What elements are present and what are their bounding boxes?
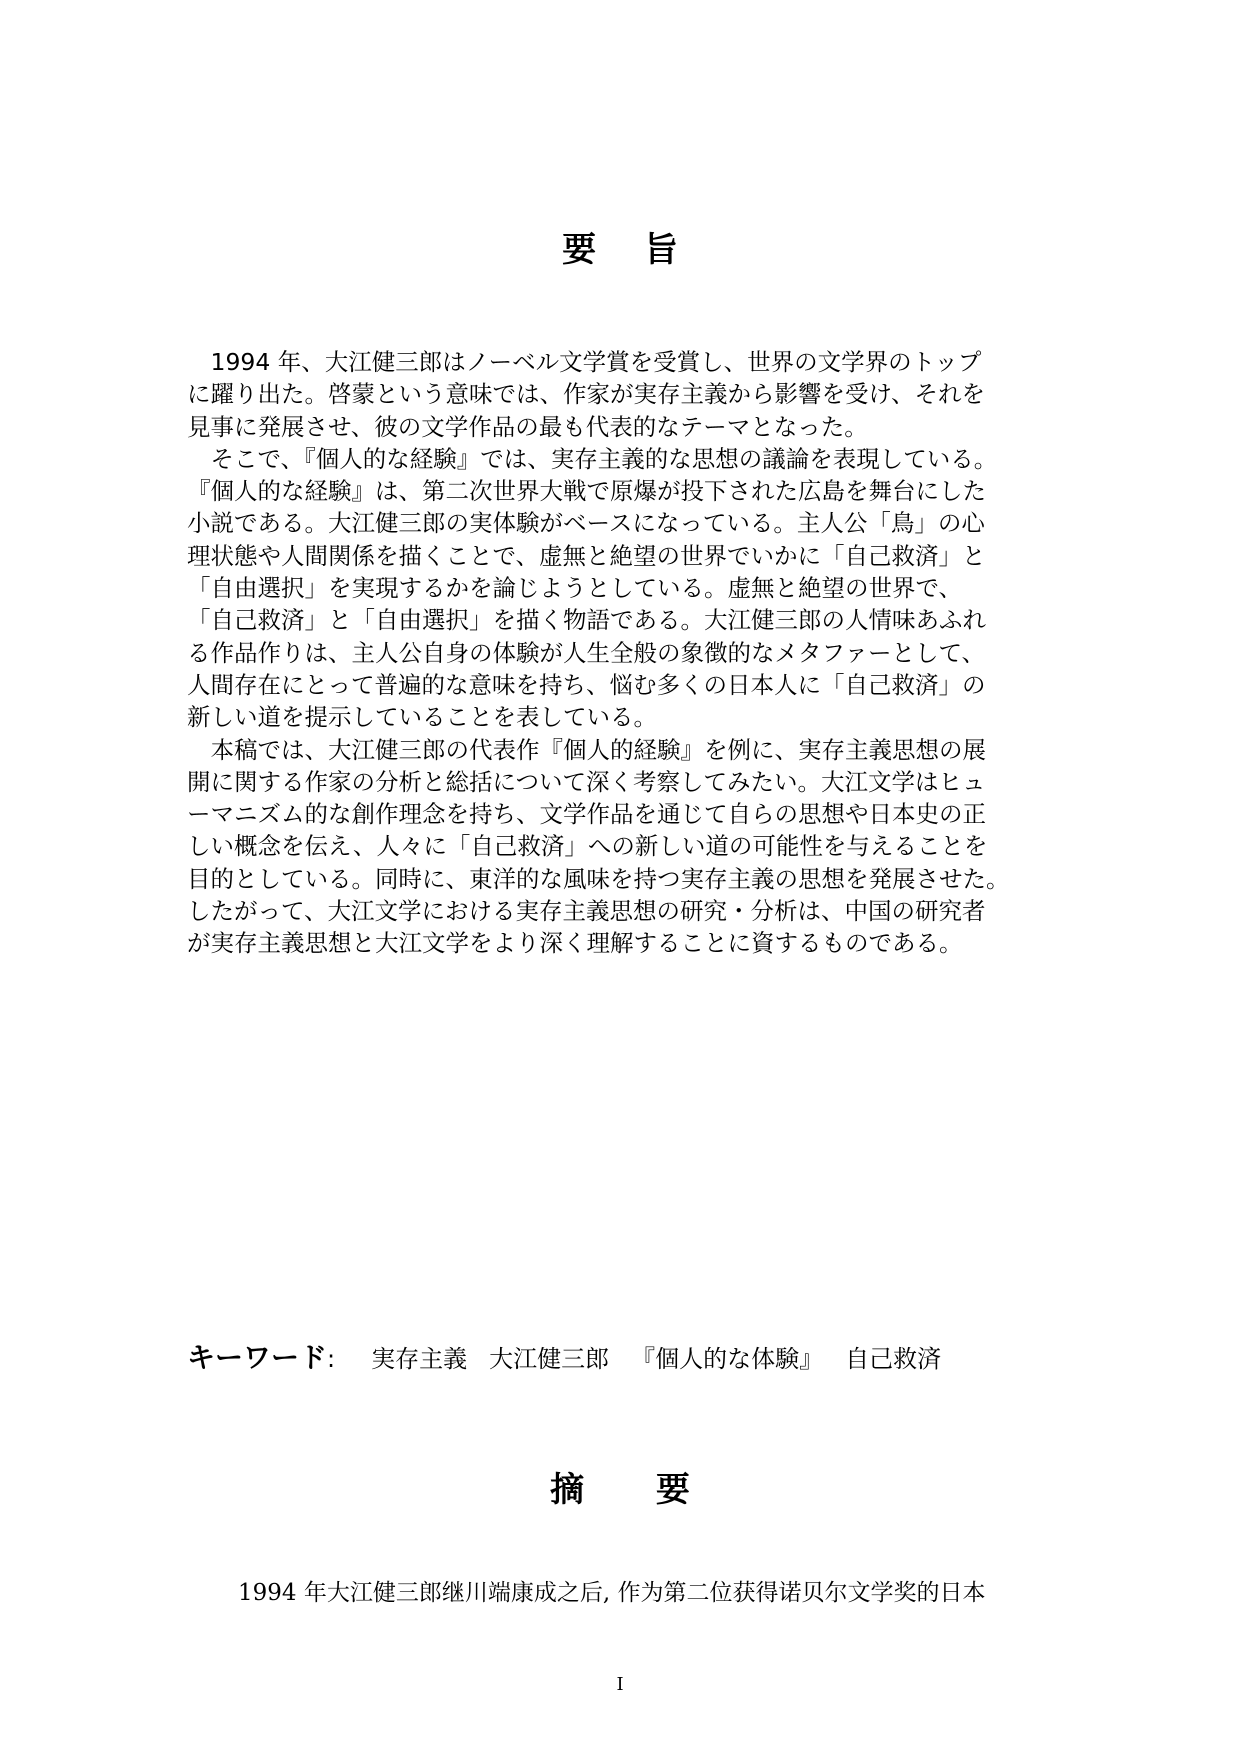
page-number: I [616, 1674, 624, 1695]
abstract-line: る作品作りは、主人公自身の体験が人生全般の象徴的なメタファーとして、 [187, 638, 986, 667]
abstract-line: 「自由選択」を実現するかを論じようとしている。虚無と絶望の世界で、 [187, 574, 963, 603]
keyword-item: 大江健三郎 [489, 1345, 610, 1373]
keywords-colon: : [327, 1345, 336, 1373]
chinese-abstract-first-line: 1994 年大江健三郎继川端康成之后, 作为第二位获得诺贝尔文学奖的日本 [238, 1580, 986, 1606]
abstract-line: ーマニズム的な創作理念を持ち、文学作品を通じて自らの思想や日本史の正 [187, 800, 986, 829]
abstract-line: しい概念を伝え、人々に「自己救済」への新しい道の可能性を与えることを [187, 832, 988, 861]
abstract-line: 人間存在にとって普遍的な意味を持ち、悩む多くの日本人に「自己救済」の [187, 670, 986, 699]
abstract-line: 見事に発展させ、彼の文学作品の最も代表的なテーマとなった。 [187, 412, 868, 441]
japanese-abstract-heading: 要 旨 [562, 230, 696, 270]
japanese-abstract-body [187, 346, 1059, 960]
abstract-line: 小説である。大江健三郎の実体験がベースになっている。主人公「鳥」の心 [187, 509, 985, 538]
abstract-line: そこで、『個人的な経験』では、実存主義的な思想の議論を表現している。 [187, 444, 998, 473]
abstract-line: 目的としている。同時に、東洋的な風味を持つ実存主義の思想を発展させた。 [187, 864, 1010, 893]
keywords-label: キーワード [187, 1341, 328, 1374]
keyword-item: 実存主義 [371, 1345, 468, 1373]
abstract-line: 『個人的な経験』は、第二次世界大戦で原爆が投下された広島を舞台にした [187, 477, 986, 506]
abstract-line: に躍り出た。啓蒙という意味では、作家が実存主義から影響を受け、それを [187, 380, 986, 409]
keyword-item: 『個人的な体験』 [631, 1345, 824, 1373]
abstract-line: 1994 年、大江健三郎はノーベル文学賞を受賞し、世界の文学界のトップ [187, 348, 982, 376]
abstract-line: 「自己救済」と「自由選択」を描く物語である。大江健三郎の人情味あふれ [187, 606, 986, 635]
abstract-line: 開に関する作家の分析と総括について深く考察してみたい。大江文学はヒュ [187, 767, 986, 796]
abstract-line: 新しい道を提示していることを表している。 [187, 703, 657, 732]
abstract-line: 理状態や人間関係を描くことで、虚無と絶望の世界でいかに「自己救済」と [187, 541, 986, 570]
keyword-item: 自己救済 [845, 1345, 942, 1373]
abstract-line: したがって、大江文学における実存主義思想の研究・分析は、中国の研究者 [187, 897, 986, 926]
chinese-abstract-heading: 摘 要 [550, 1470, 720, 1510]
abstract-line: が実存主義思想と大江文学をより深く理解することに資するものである。 [187, 929, 963, 958]
abstract-line: 本稿では、大江健三郎の代表作『個人的経験』を例に、実存主義思想の展 [187, 735, 986, 764]
keywords-row [187, 1336, 1087, 1376]
